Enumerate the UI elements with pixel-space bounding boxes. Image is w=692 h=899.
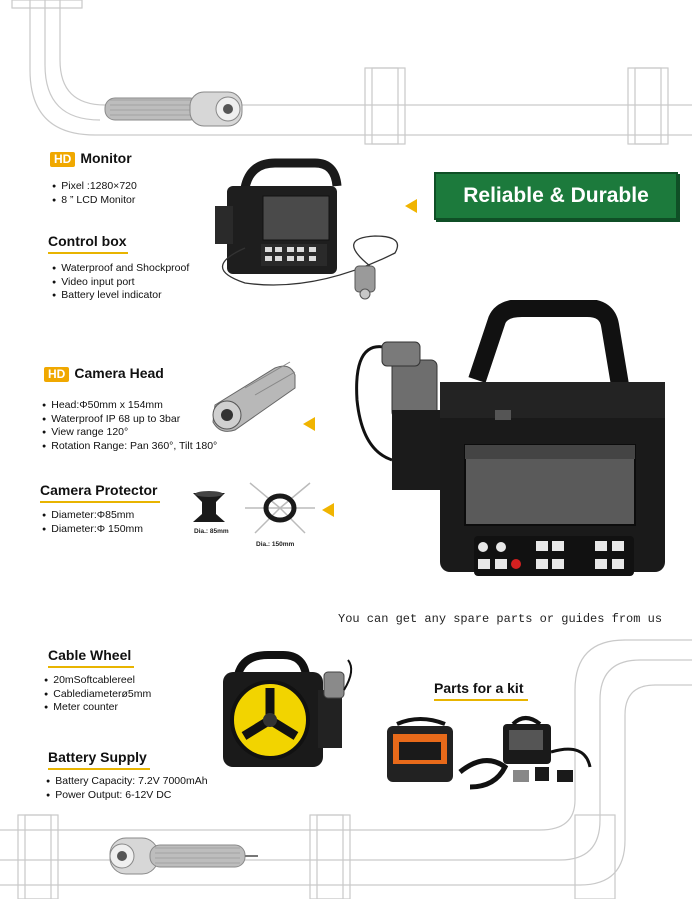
cable-wheel-spec: ● Cablediameterø5mm [44,688,151,702]
cable-wheel-heading [48,647,131,663]
pointer-arrow [303,417,315,431]
protector-150mm-photo [240,478,320,540]
monitor-heading [50,150,132,167]
camera-protector-spec-list [42,509,143,536]
camera-head-spec: ● Waterproof IP 68 up to 3bar [42,413,217,427]
protector-150mm-label: Dia.: 150mm [256,541,295,548]
camera-head-title: Camera Head [74,365,164,381]
pipe-camera-probe-bottom [110,838,258,874]
cable-wheel-photo [218,650,358,770]
pipe-camera-probe-top [105,92,242,126]
protector-85mm-label: Dia.: 85mm [194,528,229,535]
battery-spec-list [46,775,208,802]
monitor-title: Monitor [80,150,132,166]
cable-wheel-spec: ● Meter counter [44,701,151,715]
camera-protector-title: Camera Protector [40,482,158,498]
battery-spec: ● Battery Capacity: 7.2V 7000mAh [46,775,208,789]
battery-title: Battery Supply [48,749,147,765]
control-box-heading [48,233,127,249]
cable-wheel-spec: ● 20mSoftcablereel [44,674,151,688]
protector-85mm-photo [188,488,230,526]
control-box-spec: ● Waterproof and Shockproof [52,262,189,276]
pointer-arrow [322,503,334,517]
camera-head-spec: ● Head:Φ50mm x 154mm [42,399,217,413]
monitor-spec-list [52,180,137,207]
pointer-arrow [405,199,417,213]
inspection-device-photo [352,300,672,585]
parts-kit-title: Parts for a kit [434,680,524,696]
camera-head-heading [44,365,164,382]
parts-kit-heading [434,680,523,696]
camera-protector-heading [40,482,158,498]
battery-spec: ● Power Output: 6-12V DC [46,789,208,803]
banner-text: Reliable & Durable [463,184,649,207]
camera-head-spec: ● Rotation Range: Pan 360°, Tilt 180° [42,440,217,454]
camera-head-spec-list [42,399,217,453]
control-box-spec-list [52,262,189,303]
hd-badge: HD [44,367,69,382]
camera-head-photo [205,360,300,435]
parts-kit-photo [385,712,600,797]
control-box-photo [205,158,415,303]
camera-head-spec: ● View range 120° [42,426,217,440]
monitor-spec: ● 8 ” LCD Monitor [52,194,137,208]
spare-parts-note: You can get any spare parts or guides from us [338,612,663,626]
control-box-spec: ● Battery level indicator [52,289,189,303]
hd-badge: HD [50,152,75,167]
battery-heading [48,749,147,765]
cable-wheel-title: Cable Wheel [48,647,132,663]
control-box-title: Control box [48,233,127,249]
cable-wheel-spec-list [44,674,151,715]
control-box-spec: ● Video input port [52,276,189,290]
reliable-durable-banner [434,172,678,220]
monitor-spec: ● Pixel :1280×720 [52,180,137,194]
camera-protector-spec: ● Diameter:Φ 150mm [42,523,143,537]
camera-protector-spec: ● Diameter:Φ85mm [42,509,143,523]
